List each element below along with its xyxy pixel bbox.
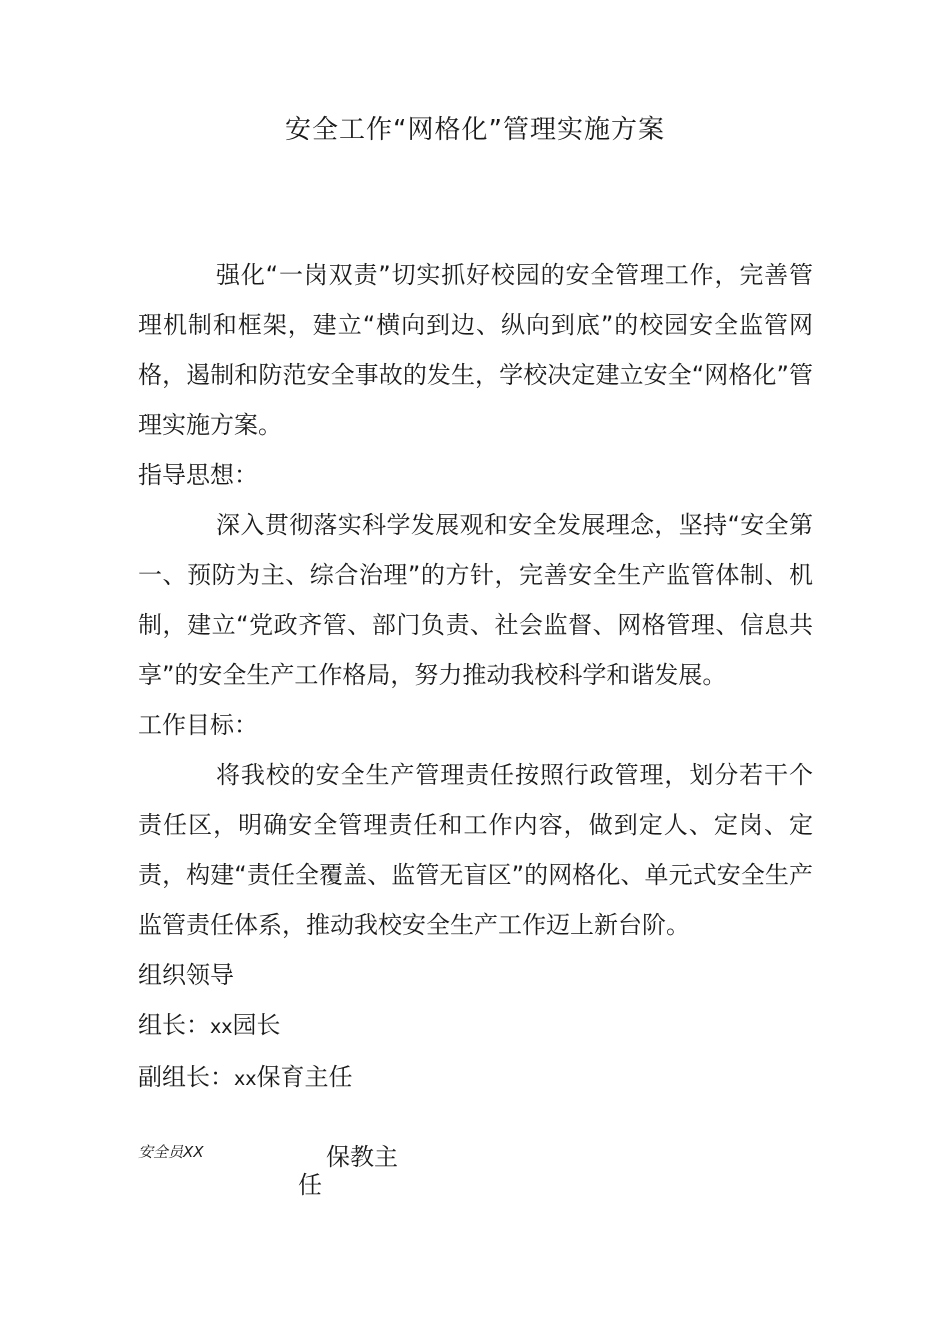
goal-heading: 工作目标： bbox=[138, 711, 258, 739]
document-title: 安全工作“网格化”管理实施方案 bbox=[285, 115, 665, 145]
deputy-label: 副组长： bbox=[138, 1063, 234, 1091]
org-heading: 组织领导 bbox=[138, 961, 234, 989]
deputy-name: xx bbox=[234, 1068, 257, 1090]
deputy-line bbox=[138, 1052, 813, 1104]
intro-paragraph: 强化“一岗双责”切实抓好校园的安全管理工作，完善管理机制和框架，建立“横向到边、纵向到底”的校园安全监管网格，遏制和防范安全事故的发生，学校决定建立安全“网格化”管理实施方案。 bbox=[138, 261, 813, 439]
leader-line bbox=[138, 1000, 813, 1052]
guiding-paragraph: 深入贯彻落实科学发展观和安全发展理念，坚持“安全第一、预防为主、综合治理”的方针，完善安全生产监管体制、机制，建立“党政齐管、部门负责、社会监督、网格管理、信息共享”的安全生产工作格局，努力推动我校科学和谐发展。 bbox=[138, 511, 813, 689]
document-body bbox=[138, 250, 813, 1104]
safety-officer-role-cut: 任 bbox=[298, 1171, 322, 1199]
safety-officer-row bbox=[138, 1138, 538, 1199]
safety-officer-role: 保教主 bbox=[326, 1143, 398, 1171]
deputy-role: 保育主任 bbox=[256, 1063, 353, 1091]
goal-paragraph: 将我校的安全生产管理责任按照行政管理，划分若干个责任区，明确安全管理责任和工作内容，做到定人、定岗、定责，构建“责任全覆盖、监管无盲区”的网格化、单元式安全生产监管责任体系，推动我校安全生产工作迈上新台阶。 bbox=[138, 761, 813, 939]
guiding-heading: 指导思想： bbox=[138, 461, 258, 489]
leader-label: 组长： bbox=[138, 1011, 210, 1039]
leader-name: xx bbox=[210, 1016, 233, 1038]
safety-officer-name: 安全员XX bbox=[138, 1143, 204, 1161]
leader-role: 园长 bbox=[232, 1011, 281, 1039]
